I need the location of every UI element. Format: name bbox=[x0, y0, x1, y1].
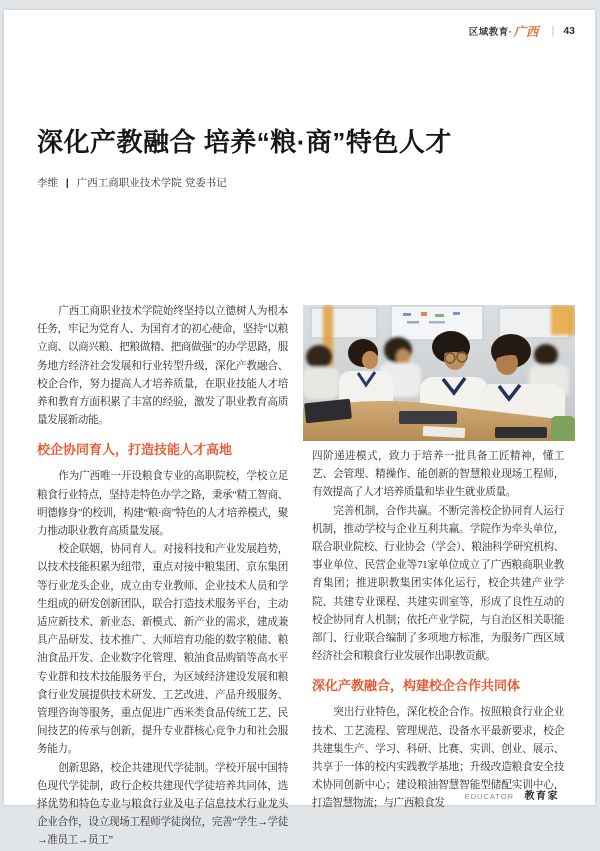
paragraph: 校企联姻，协同育人。对接科技和产业发展趋势，以技术技能积累为纽带，重点对接中粮集团、京东集团等行业龙头企业，成立由专业教师、企业技术人员和学生组成的研发创新团队，联合打造技术服务平台，主动适应新技术、新业态、新模式、新产业的需求，建成兼具产品研发、技术推广、大师培育功能的数字粮储、粮油食品开发、企业数字化管理、粮油食品购销等高水平专业群和技术技能服务平台，为区域经济建设发展和粮食行业发展提供技术研发、工艺改进、产品升级服务、管理咨询等服务，重点促进广西米类食品传统工艺、民间技艺的传承与创新，提升专业群核心竞争力和社会服务能力。 bbox=[37, 544, 288, 756]
page-number: 43 bbox=[563, 25, 575, 37]
section-heading-2: 深化产教融合，构建校企合作共同体 bbox=[312, 678, 521, 694]
region-label: 广西 bbox=[513, 25, 539, 39]
magazine-page bbox=[4, 10, 595, 847]
paragraph: 创新思路，校企共建现代学徒制。学校开展中国特色现代学徒制，政行企校共建现代学徒培养共同体，选择优势和特色专业与粮食行业及电子信息技术行业龙头企业合作，设立现场工程师学徒岗位，完善“学生→学徒→准员工→员工” bbox=[37, 762, 288, 847]
byline-author: 李维 bbox=[37, 177, 58, 189]
classroom-photo-illustration bbox=[303, 305, 575, 441]
classroom-photo bbox=[303, 305, 575, 441]
footer-brand-cn: 教育家 bbox=[524, 791, 559, 802]
paragraph-continuation: 四阶递进模式，致力于培养一批具备工匠精神，懂工艺、会管理、精操作、能创新的智慧粮业现场工程师，有效提高了人才培养质量和毕业生就业质量。 bbox=[312, 451, 564, 499]
paragraph: 突出行业特色，深化校企合作。按照粮食行业企业技术、工艺流程、管理规范、设备水平最新要求，校企共建集生产、学习、科研、比赛、实训、创业、展示、共享于一体的校内实践教学基地；升级改造粮食安全技术协同创新中心；建设粮油智慧智能型储配实训中心，打造智慧物流；与广西粮食发 bbox=[312, 707, 564, 810]
footer-brand-en: EDUCATOR bbox=[464, 792, 515, 801]
section-heading-1: 校企协同育人，打造技能人才高地 bbox=[37, 442, 233, 458]
byline-divider: | bbox=[65, 177, 69, 189]
paragraph: 完善机制，合作共赢。不断完善校企协同育人运行机制，推动学校与企业互利共赢。学院作为牵头单位，联合职业院校、行业协会（学会）、粮油科学研究机构、事业单位、民营企业等71家单位成立了广西粮商职业教育集团；推进职教集团实体化运行，校企共建产业学院、共建专业课程、共建实训室等，形成了良性互动的校企协同育人机制；依托产业学院，与自治区相关职能部门、行业联合编制了多项地方标准，为服务广西区域经济社会和粮食行业发展作出职教贡献。 bbox=[312, 505, 564, 663]
header-divider: | bbox=[551, 25, 555, 37]
byline bbox=[37, 175, 227, 190]
page-footer bbox=[465, 786, 559, 804]
right-column bbox=[312, 305, 564, 814]
left-column bbox=[37, 303, 288, 851]
section-label: 区域教育· bbox=[468, 27, 513, 38]
byline-affiliation: 广西工商职业技术学院 党委书记 bbox=[76, 177, 227, 189]
intro-paragraph: 广西工商职业技术学院始终坚持以立德树人为根本任务，牢记为党育人、为国育才的初心使命，坚持“以粮立商、以商兴粮、把粮做精、把商做强”的办学思路，服务地方经济社会发展和行业转型升级，深化产教融合、校企合作，努力提高人才培养质量，在职业技能人才培养和教育方面积累了丰富的经验，激发了职业教育高质量发展新动能。 bbox=[37, 306, 288, 427]
page-header bbox=[469, 22, 575, 40]
paragraph: 作为广西唯一开设粮食专业的高职院校，学校立足粮食行业特点，坚持走特色办学之路，秉承“精工智商、明德修身”的校训，构建“粮·商”特色的人才培养模式，聚力推动职业教育高质量发展。 bbox=[37, 471, 288, 537]
article-title: 深化产教融合 培养“粮·商”特色人才 bbox=[37, 127, 452, 157]
